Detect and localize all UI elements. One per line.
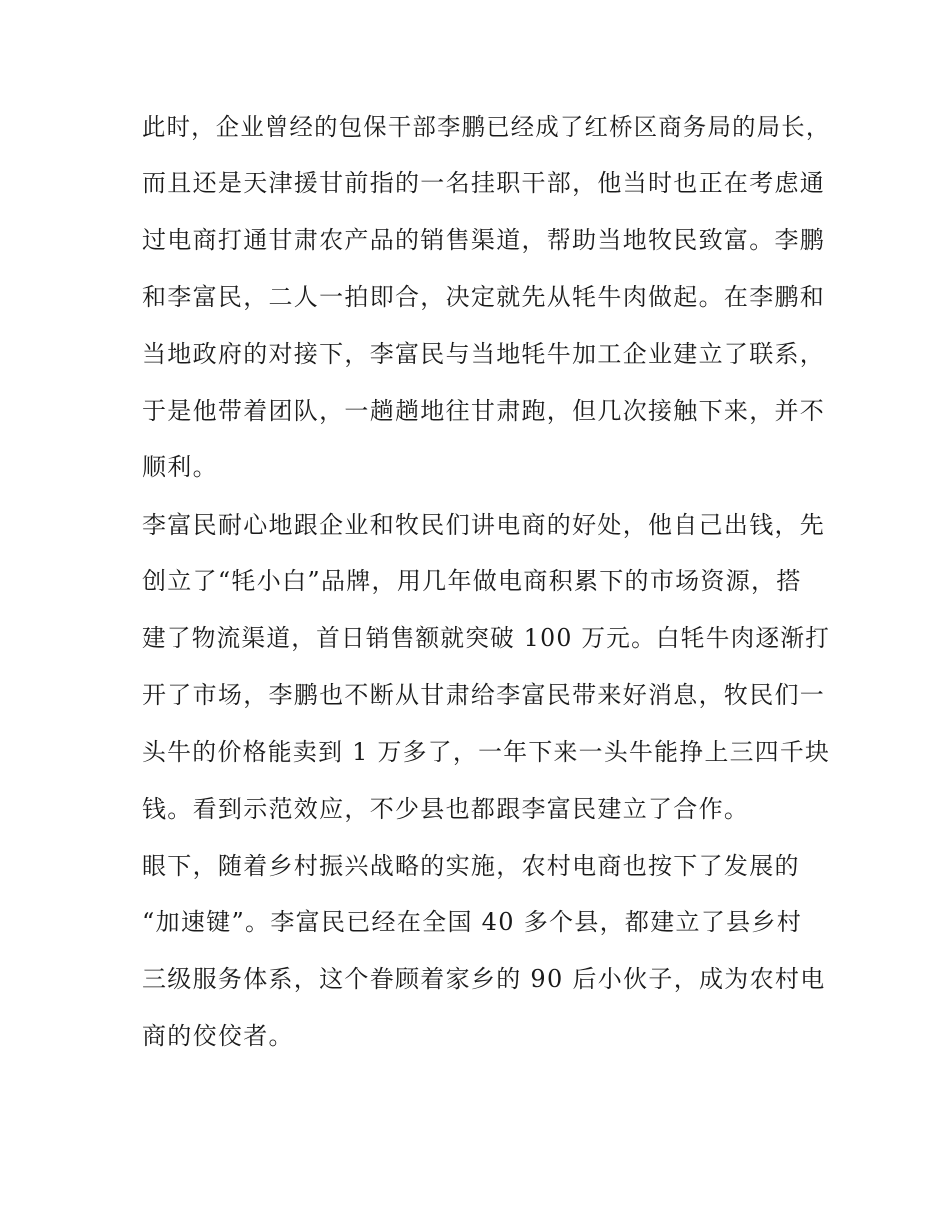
text-line: 三级服务体系，这个眷顾着家乡的 90 后小伙子，成为农村电 <box>142 965 826 993</box>
text-line: 创立了“牦小白”品牌，用几年做电商积累下的市场资源，搭 <box>142 567 802 595</box>
text-line: 商的佼佼者。 <box>142 1022 294 1050</box>
text-line: 头牛的价格能卖到 1 万多了，一年下来一头牛能挣上三四千块 <box>142 738 831 766</box>
text-line: 此时，企业曾经的包保干部李鹏已经成了红桥区商务局的局长， <box>142 113 831 141</box>
text-line: 眼下，随着乡村振兴战略的实施，农村电商也按下了发展的 <box>142 852 800 880</box>
text-line: 于是他带着团队，一趟趟地往甘肃跑，但几次接触下来，并不 <box>142 397 826 425</box>
text-line: 过电商打通甘肃农产品的销售渠道，帮助当地牧民致富。李鹏 <box>142 226 826 254</box>
text-line: 而且还是天津援甘前指的一名挂职干部，他当时也正在考虑通 <box>142 169 826 197</box>
text-line: 和李富民，二人一拍即合，决定就先从牦牛肉做起。在李鹏和 <box>142 283 826 311</box>
text-line: 当地政府的对接下，李富民与当地牦牛加工企业建立了联系， <box>142 340 826 368</box>
text-line: 李富民耐心地跟企业和牧民们讲电商的好处，他自己出钱，先 <box>142 511 826 539</box>
text-line: 建了物流渠道，首日销售额就突破 100 万元。白牦牛肉逐渐打 <box>142 624 831 652</box>
text-line: “加速键”。李富民已经在全国 40 多个县，都建立了县乡村 <box>142 908 803 936</box>
text-line: 顺利。 <box>142 453 218 481</box>
text-line: 开了市场，李鹏也不断从甘肃给李富民带来好消息，牧民们一 <box>142 681 826 709</box>
text-line: 钱。看到示范效应，不少县也都跟李富民建立了合作。 <box>142 795 750 823</box>
